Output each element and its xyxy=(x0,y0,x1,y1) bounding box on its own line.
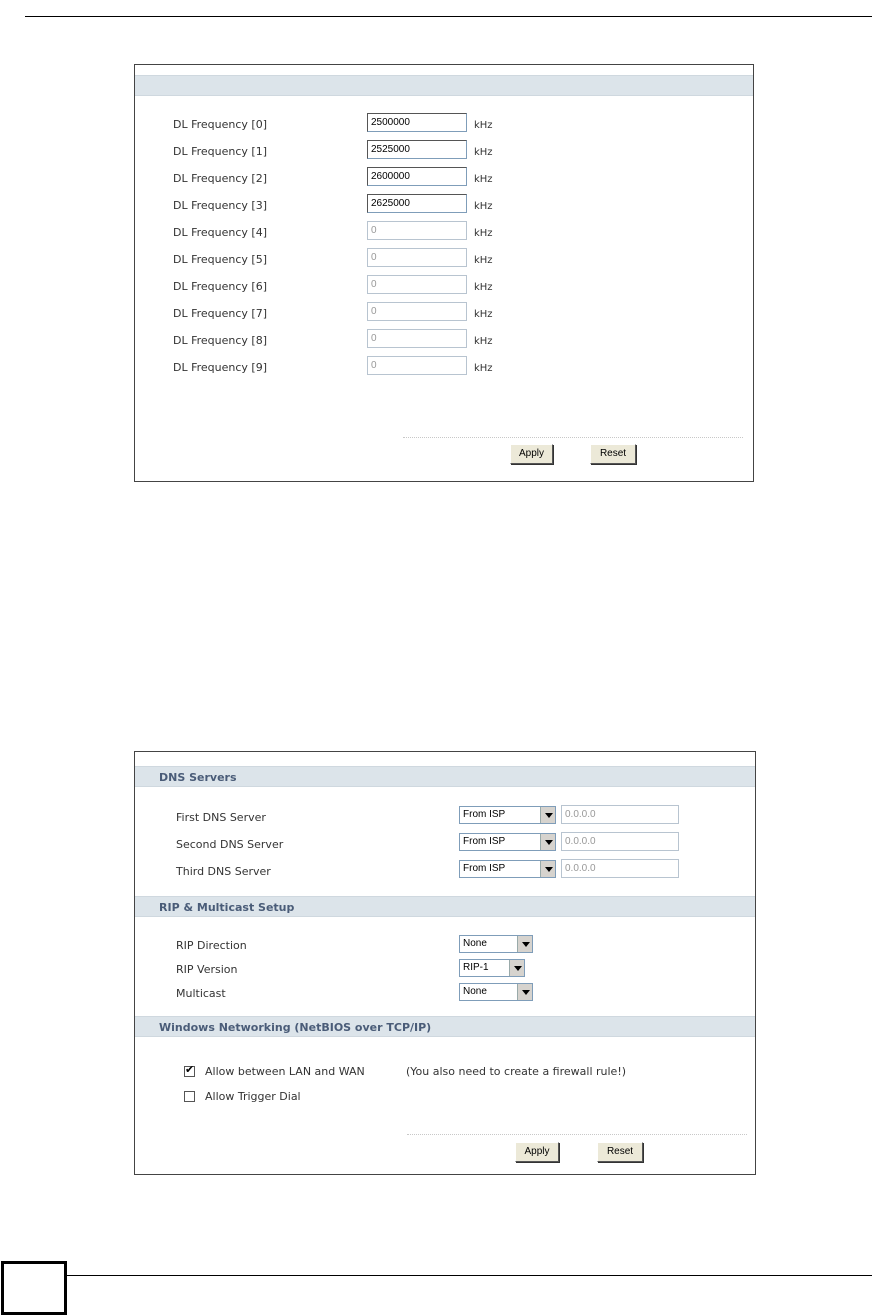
rip-direction-label: RIP Direction xyxy=(176,939,247,952)
multicast-value: None xyxy=(463,986,487,997)
dl-frequency-panel xyxy=(134,64,754,482)
page-number-box xyxy=(1,1261,67,1315)
dl-frequency-input-8[interactable]: 0 xyxy=(367,329,467,348)
rip-direction-value: None xyxy=(463,938,487,949)
first-dns-label: First DNS Server xyxy=(176,811,266,824)
firewall-rule-note: (You also need to create a firewall rule!) xyxy=(406,1065,627,1078)
unit-label: kHz xyxy=(474,282,493,293)
rip-direction-select[interactable] xyxy=(459,935,533,953)
dl-frequency-input-2[interactable]: 2600000 xyxy=(367,167,467,186)
dl-frequency-input-1[interactable]: 2525000 xyxy=(367,140,467,159)
unit-label: kHz xyxy=(474,255,493,266)
dl-frequency-label: DL Frequency [7] xyxy=(173,307,267,320)
dl-frequency-label: DL Frequency [1] xyxy=(173,145,267,158)
dl-frequency-input-7[interactable]: 0 xyxy=(367,302,467,321)
second-dns-address-input[interactable]: 0.0.0.0 xyxy=(561,832,679,851)
dl-frequency-header-band xyxy=(135,75,753,96)
chevron-down-icon[interactable] xyxy=(540,834,555,850)
second-dns-label: Second DNS Server xyxy=(176,838,284,851)
checkmark-icon: ✔ xyxy=(185,1063,195,1076)
allow-lan-wan-label: Allow between LAN and WAN xyxy=(205,1065,365,1078)
unit-label: kHz xyxy=(474,147,493,158)
top-rule xyxy=(25,16,872,17)
windows-networking-header: Windows Networking (NetBIOS over TCP/IP) xyxy=(135,1016,755,1037)
dl-frequency-input-3[interactable]: 2625000 xyxy=(367,194,467,213)
bottom-rule xyxy=(66,1275,872,1276)
chevron-down-icon[interactable] xyxy=(517,936,532,952)
dl-frequency-label: DL Frequency [8] xyxy=(173,334,267,347)
third-dns-mode-value: From ISP xyxy=(463,863,506,874)
dl-frequency-label: DL Frequency [6] xyxy=(173,280,267,293)
dl-frequency-label: DL Frequency [2] xyxy=(173,172,267,185)
dns-servers-header: DNS Servers xyxy=(135,766,755,787)
second-dns-mode-select[interactable] xyxy=(459,833,556,851)
unit-label: kHz xyxy=(474,336,493,347)
unit-label: kHz xyxy=(474,201,493,212)
third-dns-address-input[interactable]: 0.0.0.0 xyxy=(561,859,679,878)
chevron-down-icon[interactable] xyxy=(540,861,555,877)
first-dns-mode-value: From ISP xyxy=(463,809,506,820)
unit-label: kHz xyxy=(474,309,493,320)
first-dns-address-input[interactable]: 0.0.0.0 xyxy=(561,805,679,824)
dl-frequency-label: DL Frequency [4] xyxy=(173,226,267,239)
dl-frequency-input-6[interactable]: 0 xyxy=(367,275,467,294)
multicast-select[interactable] xyxy=(459,983,533,1001)
apply-button[interactable]: Apply xyxy=(510,444,553,464)
unit-label: kHz xyxy=(474,363,493,374)
dl-frequency-input-5[interactable]: 0 xyxy=(367,248,467,267)
apply-button[interactable]: Apply xyxy=(515,1142,559,1162)
dl-frequency-input-4[interactable]: 0 xyxy=(367,221,467,240)
chevron-down-icon[interactable] xyxy=(540,807,555,823)
reset-button[interactable]: Reset xyxy=(597,1142,643,1162)
dl-frequency-label: DL Frequency [3] xyxy=(173,199,267,212)
unit-label: kHz xyxy=(474,228,493,239)
first-dns-mode-select[interactable] xyxy=(459,806,556,824)
chevron-down-icon[interactable] xyxy=(509,960,524,976)
rip-version-value: RIP-1 xyxy=(463,962,489,973)
lan-advanced-panel xyxy=(134,751,756,1175)
chevron-down-icon[interactable] xyxy=(517,984,532,1000)
unit-label: kHz xyxy=(474,174,493,185)
button-divider xyxy=(407,1134,747,1135)
dl-frequency-input-9[interactable]: 0 xyxy=(367,356,467,375)
multicast-label: Multicast xyxy=(176,987,226,1000)
dl-frequency-input-0[interactable]: 2500000 xyxy=(367,113,467,132)
allow-lan-wan-checkbox[interactable] xyxy=(184,1063,195,1077)
rip-version-label: RIP Version xyxy=(176,963,238,976)
dl-frequency-label: DL Frequency [0] xyxy=(173,118,267,131)
unit-label: kHz xyxy=(474,120,493,131)
second-dns-mode-value: From ISP xyxy=(463,836,506,847)
allow-trigger-dial-checkbox[interactable] xyxy=(184,1091,195,1102)
allow-trigger-dial-label: Allow Trigger Dial xyxy=(205,1090,301,1103)
button-divider xyxy=(403,437,743,438)
reset-button[interactable]: Reset xyxy=(590,444,636,464)
third-dns-label: Third DNS Server xyxy=(176,865,271,878)
rip-multicast-header: RIP & Multicast Setup xyxy=(135,896,755,917)
dl-frequency-label: DL Frequency [5] xyxy=(173,253,267,266)
dl-frequency-label: DL Frequency [9] xyxy=(173,361,267,374)
third-dns-mode-select[interactable] xyxy=(459,860,556,878)
rip-version-select[interactable] xyxy=(459,959,525,977)
